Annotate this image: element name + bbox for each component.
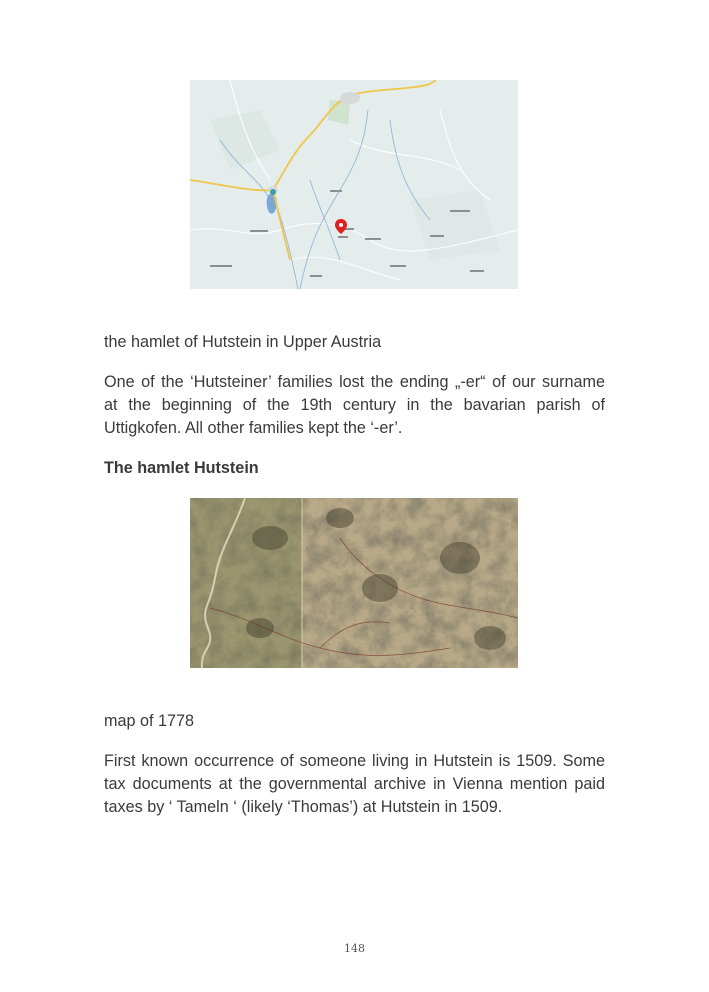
- paragraph-line: at the beginning of the 19th century in the bavarian parish of: [104, 396, 605, 414]
- section-heading: The hamlet Hutstein: [104, 459, 259, 477]
- historical-map-1778: [190, 498, 518, 668]
- map-caption: the hamlet of Hutstein in Upper Austria: [104, 333, 382, 351]
- first-occurrence-paragraph: [104, 750, 605, 819]
- paragraph-line: First known occurrence of someone living in Hutstein is 1509. Some: [104, 752, 605, 770]
- hutstein-location-map: [190, 80, 518, 289]
- paragraph-line: Uttigkofen. All other families kept the ‘-er’.: [104, 419, 403, 437]
- map-caption: map of 1778: [104, 712, 194, 730]
- surname-paragraph: [104, 371, 605, 440]
- paragraph-line: tax documents at the governmental archive in Vienna mention paid: [104, 775, 605, 793]
- paragraph-line: One of the ‘Hutsteiner’ families lost the ending „-er“ of our surname: [104, 373, 605, 391]
- page-number: 148: [344, 942, 365, 955]
- paragraph-line: taxes by ‘ Tameln ‘ (likely ‘Thomas’) at Hutstein in 1509.: [104, 798, 503, 816]
